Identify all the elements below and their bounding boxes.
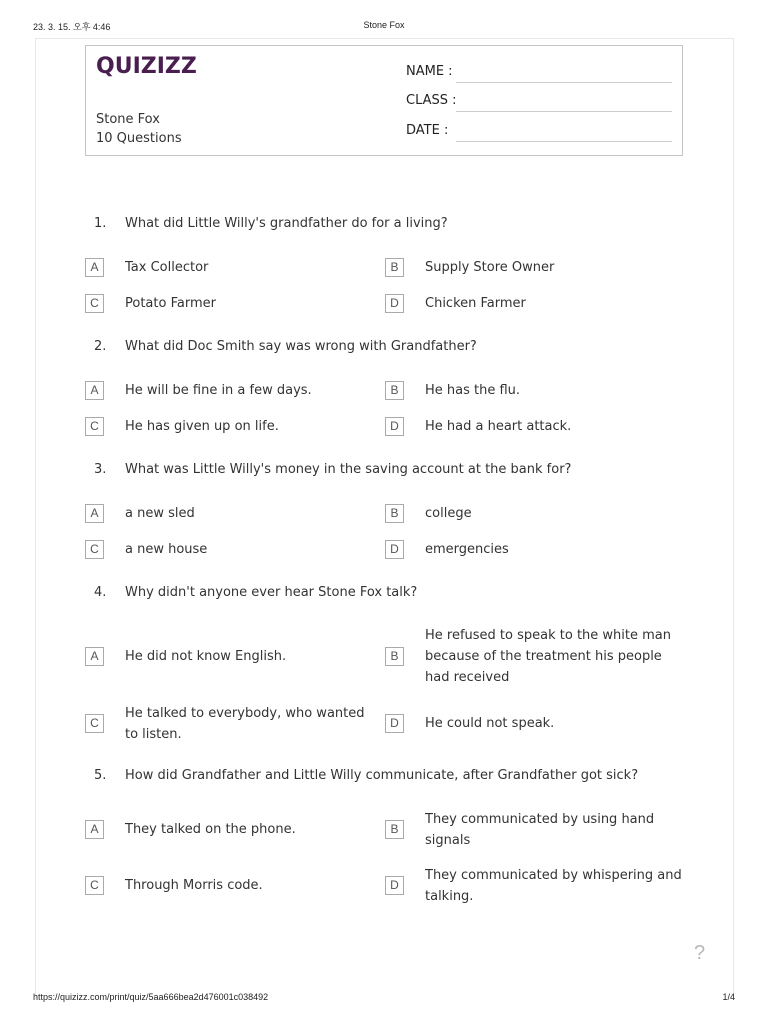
question-number: 2.	[94, 339, 107, 354]
option-letter: A	[85, 647, 104, 666]
question-count: 10 Questions	[96, 131, 182, 146]
option-letter: C	[85, 417, 104, 436]
option-text: He will be fine in a few days.	[125, 383, 312, 398]
option-letter: A	[85, 820, 104, 839]
option-letter: A	[85, 258, 104, 277]
date-line[interactable]	[456, 141, 672, 142]
option-text: He refused to speak to the white man because of the treatment his people had received	[425, 628, 671, 685]
class-label: CLASS :	[406, 93, 457, 108]
name-line[interactable]	[456, 82, 672, 83]
option-letter: B	[385, 820, 404, 839]
option-letter: C	[85, 540, 104, 559]
question-number: 3.	[94, 462, 107, 477]
option-text: Through Morris code.	[125, 878, 263, 893]
question-number: 4.	[94, 585, 107, 600]
option-text: emergencies	[425, 542, 509, 557]
quiz-header-box	[85, 45, 683, 156]
option-text: They communicated by whispering and talking.	[425, 868, 682, 904]
option-letter: B	[385, 504, 404, 523]
question-number: 5.	[94, 768, 107, 783]
option-letter: C	[85, 714, 104, 733]
option-letter: C	[85, 876, 104, 895]
print-header	[0, 20, 768, 32]
quiz-title: Stone Fox	[96, 112, 160, 127]
option-text: Chicken Farmer	[425, 296, 526, 311]
question-text: What did Doc Smith say was wrong with Grandfather?	[125, 339, 477, 354]
option-letter: A	[85, 381, 104, 400]
print-footer	[0, 992, 768, 1004]
option-letter: B	[385, 647, 404, 666]
question-text: Why didn't anyone ever hear Stone Fox talk?	[125, 585, 418, 600]
class-line[interactable]	[456, 111, 672, 112]
name-label: NAME :	[406, 64, 453, 79]
option-letter: D	[385, 540, 404, 559]
question-text: How did Grandfather and Little Willy communicate, after Grandfather got sick?	[125, 768, 639, 783]
help-icon[interactable]: ?	[694, 942, 706, 964]
option-text: He could not speak.	[425, 716, 555, 731]
quizizz-logo: QUIZIZZ	[96, 54, 197, 79]
question-number: 1.	[94, 216, 107, 231]
option-letter: A	[85, 504, 104, 523]
option-text: Tax Collector	[125, 260, 209, 275]
question-text: What was Little Willy's money in the saving account at the bank for?	[125, 462, 572, 477]
print-url: https://quizizz.com/print/quiz/5aa666bea2d476001c038492	[33, 992, 269, 1002]
option-letter: B	[385, 258, 404, 277]
option-text: They talked on the phone.	[125, 822, 296, 837]
print-title: Stone Fox	[363, 20, 405, 30]
option-letter: D	[385, 876, 404, 895]
option-text: He has given up on life.	[125, 419, 279, 434]
option-letter: D	[385, 294, 404, 313]
option-letter: C	[85, 294, 104, 313]
option-text: They communicated by using hand signals	[425, 812, 655, 848]
print-datetime: 23. 3. 15. 오후 4:46	[33, 22, 111, 32]
option-text: a new house	[125, 542, 208, 557]
page-number: 1/4	[722, 992, 735, 1002]
option-text: He did not know English.	[125, 649, 287, 664]
option-text: Supply Store Owner	[425, 260, 555, 275]
option-text: college	[425, 506, 472, 521]
option-text: a new sled	[125, 506, 195, 521]
option-text: He had a heart attack.	[425, 419, 572, 434]
question-text: What did Little Willy's grandfather do for a living?	[125, 216, 448, 231]
date-label: DATE :	[406, 123, 449, 138]
option-letter: B	[385, 381, 404, 400]
option-text: He has the flu.	[425, 383, 521, 398]
option-text: He talked to everybody, who wanted to listen.	[125, 706, 365, 742]
option-letter: D	[385, 714, 404, 733]
option-text: Potato Farmer	[125, 296, 216, 311]
option-letter: D	[385, 417, 404, 436]
